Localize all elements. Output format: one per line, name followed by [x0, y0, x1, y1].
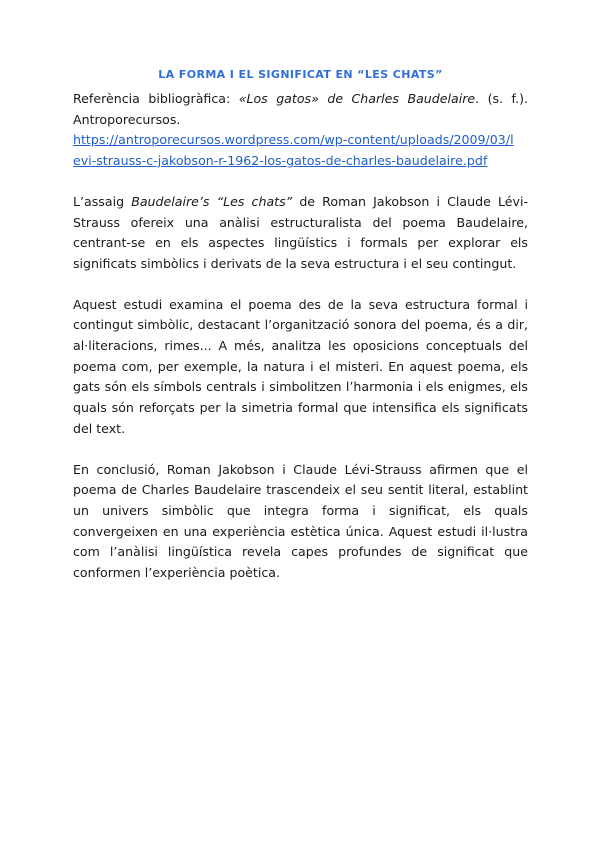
- paragraph-conclusion: En conclusió, Roman Jakobson i Claude Lévi-Strauss afirmen que el poema de Charles Baudelaire trascendeix el seu sentit literal, establint un univers simbòlic que integra forma i significat, els quals convergeixen en una experiència estètica única. Aquest estudi il·lustra com l’anàlisi lingüística revela capes profundes de significat que conformen l’experiència poètica.: [73, 461, 528, 581]
- document-page: [73, 68, 528, 584]
- reference-url-line2: evi-strauss-c-jakobson-r-1962-los-gatos-de-charles-baudelaire.pdf: [73, 153, 488, 169]
- reference-url-link[interactable]: [73, 130, 528, 171]
- paragraph1-rest: de Roman Jakobson i Claude Lévi-Strauss ofereix una anàlisi estructuralista del poema Baudelaire, centrant-se en els aspectes lingüístics i formals per explorar els significats simbòlics i derivats de la seva estructura i el seu contingut.: [73, 193, 528, 271]
- paragraph-analysis: Aquest estudi examina el poema des de la seva estructura formal i contingut simbòlic, destacant l’organització sonora del poema, és a dir, al·literacions, rimes... A més, analitza les oposicions conceptuals del poema com, per exemple, la natura i el misteri. En aquest poema, els gats són els símbols centrals i simbolitzen l’harmonia i els enigmes, els quals són reforçats per la simetria formal que intensifica els significats del text.: [73, 296, 528, 436]
- reference-work-title: «Los gatos» de Charles Baudelaire: [238, 91, 476, 106]
- reference-label: Referència bibliogràfica:: [73, 91, 231, 106]
- document-title: LA FORMA I EL SIGNIFICAT EN “LES CHATS”: [158, 68, 443, 81]
- reference-source: . (s. f.). Antroporecursos.: [73, 91, 528, 127]
- bibliographic-reference: [73, 89, 528, 172]
- essay-title: Baudelaire’s “Les chats”: [131, 193, 293, 209]
- paragraph-introduction: [73, 192, 528, 275]
- reference-url-line1: https://antroporecursos.wordpress.com/wp-content/uploads/2009/03/l: [73, 132, 514, 148]
- paragraph1-intro: L’assaig: [73, 193, 132, 209]
